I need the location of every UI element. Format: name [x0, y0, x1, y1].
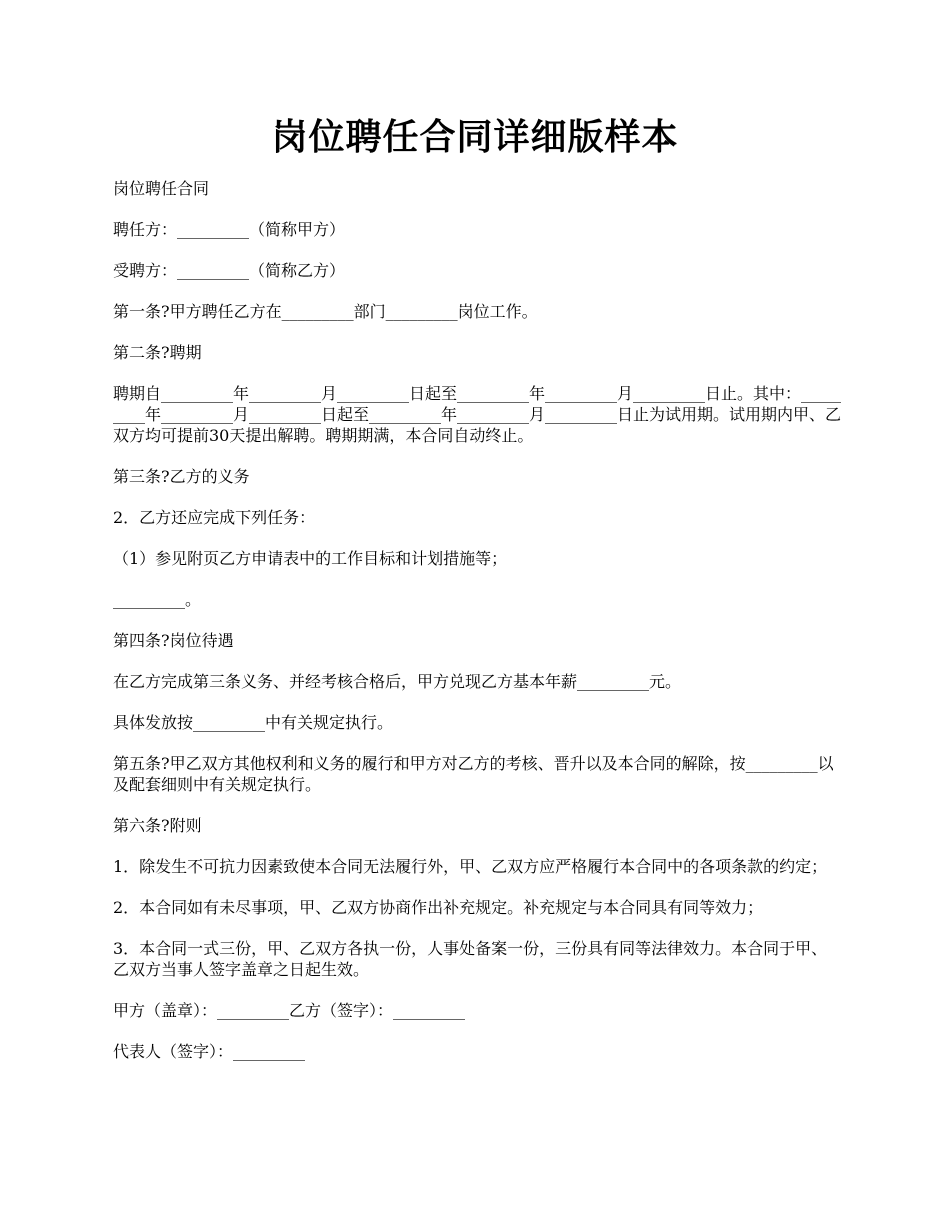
- paragraph-article-5: 第五条?甲乙双方其他权利和义务的履行和甲方对乙方的考核、晋升以及本合同的解除，按_________以及配套细则中有关规定执行。: [113, 754, 834, 794]
- paragraph-representative: 代表人（签字）：_________: [113, 1042, 306, 1061]
- document-body: [113, 178, 843, 1082]
- paragraph-article-6-title: 第六条?附则: [113, 816, 202, 835]
- paragraph-task-1: （1）参见附页乙方申请表中的工作目标和计划措施等；: [113, 549, 508, 568]
- paragraph-article-4-title: 第四条?岗位待遇: [113, 631, 234, 650]
- paragraph-clause-3: 3．本合同一式三份，甲、乙双方各执一份，人事处备案一份，三份具有同等法律效力。本合同于甲、乙双方当事人签字盖章之日起生效。: [113, 939, 828, 979]
- paragraph-article-1: 第一条?甲方聘任乙方在_________部门_________岗位工作。: [113, 302, 538, 321]
- paragraph-term: 聘期自_________年_________月_________日起至_________年_________月_________日止。其中：_________年_________月_________日起至_________年_________月_________日止为试用期。试用期内甲、乙双方均可提前30天提出解聘。聘期期满，本合同自动终止。: [113, 384, 842, 445]
- paragraph-clause-2: 2．本合同如有未尽事项，甲、乙双方协商作出补充规定。补充规定与本合同具有同等效力；: [113, 898, 764, 917]
- document-title: 岗位聘任合同详细版样本: [271, 116, 679, 158]
- paragraph-article-2-title: 第二条?聘期: [113, 343, 202, 362]
- paragraph-article-3-title: 第三条?乙方的义务: [113, 467, 250, 486]
- paragraph-salary: 在乙方完成第三条义务、并经考核合格后，甲方兑现乙方基本年薪_________元。: [113, 672, 682, 691]
- paragraph-tasks-intro: 2．乙方还应完成下列任务：: [113, 508, 316, 527]
- paragraph-heading: 岗位聘任合同: [113, 179, 210, 198]
- paragraph-clause-1: 1．除发生不可抗力因素致使本合同无法履行外，甲、乙双方应严格履行本合同中的各项条款的约定；: [113, 857, 828, 876]
- paragraph-task-blank: _________。: [113, 590, 202, 609]
- paragraph-payment: 具体发放按_________中有关规定执行。: [113, 713, 394, 732]
- paragraph-employee: 受聘方：_________（简称乙方）: [113, 261, 346, 280]
- paragraph-employer: 聘任方：_________（简称甲方）: [113, 220, 346, 239]
- paragraph-signatures: 甲方（盖章）：_________乙方（签字）：_________: [113, 1001, 466, 1020]
